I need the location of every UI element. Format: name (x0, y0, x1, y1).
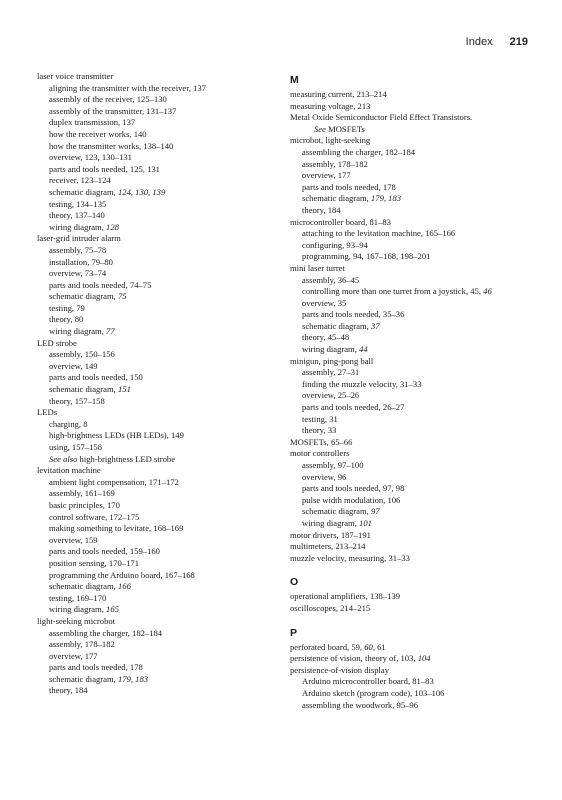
entry-text: mini laser turret (290, 262, 345, 273)
running-header (466, 36, 528, 48)
index-subentry (290, 676, 540, 688)
index-subentry (37, 430, 277, 442)
entry-text: controlling more than one turret from a joystick, 45, (302, 286, 484, 297)
entry-text: levitation machine (37, 465, 101, 476)
index-subentry (290, 332, 540, 344)
entry-text: using, 157–158 (49, 442, 102, 452)
entry-text: assembly, 178–182 (49, 639, 115, 650)
entry-text: overview, 149 (49, 360, 98, 371)
entry-text: assembly, 36–45 (302, 274, 360, 285)
index-subentry (37, 280, 277, 292)
entry-text: microbot, light-seeking (290, 135, 371, 146)
figure-page-ref: 179, 183 (370, 193, 402, 204)
entry-text: overview, 25–26 (302, 390, 360, 401)
index-subentry (37, 291, 277, 303)
entry-text: LED strobe (37, 337, 77, 348)
figure-page-ref: 60 (364, 641, 373, 652)
index-entry (37, 616, 277, 628)
figure-page-ref: 165 (106, 604, 119, 615)
index-subentry (37, 662, 277, 674)
entry-text-suffix: , 61 (372, 641, 386, 652)
index-subentry (37, 372, 277, 384)
index-subentry (37, 210, 277, 222)
index-subentry (37, 129, 277, 141)
entry-text: parts and tools needed, 74–75 (49, 279, 152, 290)
entry-text: finding the muzzle velocity, 31–33 (302, 378, 422, 389)
entry-text: charging, 8 (49, 418, 88, 429)
entry-text: position sensing, 170–171 (49, 557, 139, 568)
entry-text: parts and tools needed, 159–160 (49, 546, 160, 557)
index-subentry (37, 94, 277, 106)
entry-text: microcontroller board, 81–83 (290, 216, 391, 227)
index-section-letter: O (290, 576, 299, 589)
index-column-left (37, 71, 277, 697)
entry-text: MOSFETs, 65–66 (290, 436, 353, 447)
index-subentry (37, 361, 277, 373)
entry-text: assembly, 178–182 (302, 158, 368, 169)
entry-text: muzzle velocity, measuring, 31–33 (290, 552, 410, 563)
entry-text: schematic diagram, (49, 186, 118, 197)
index-subentry (290, 700, 540, 712)
cross-reference-label: See (314, 123, 326, 134)
entry-text: high-brightness LED strobe (77, 453, 176, 464)
entry-text: motor controllers (290, 448, 350, 459)
entry-text: multimeters, 213–214 (290, 541, 366, 552)
index-subentry (37, 685, 277, 697)
entry-text: overview, 159 (49, 534, 98, 545)
entry-text: assembling the charger, 182–184 (49, 627, 163, 638)
index-subentry (37, 477, 277, 489)
entry-text: how the receiver works, 140 (49, 128, 147, 139)
index-subentry (37, 442, 277, 454)
index-subentry (37, 558, 277, 570)
index-subentry (290, 321, 540, 333)
index-entry (290, 89, 540, 101)
entry-text: control software, 172–175 (49, 511, 140, 522)
figure-page-ref: 179, 183 (117, 673, 149, 684)
index-subentry (37, 546, 277, 558)
index-subentry (37, 199, 277, 211)
index-entry (290, 101, 540, 113)
entry-text: assembly of the receiver, 125–130 (49, 94, 167, 105)
figure-page-ref: 77 (106, 326, 115, 337)
figure-page-ref: 75 (117, 291, 127, 302)
entry-text: overview, 96 (302, 471, 347, 482)
entry-text: MOSFETs (325, 123, 365, 134)
index-subentry (37, 628, 277, 640)
entry-text: persistence of vision, theory of, 103, (290, 653, 418, 664)
entry-text: measuring current, 213–214 (290, 89, 387, 99)
index-subentry (37, 245, 277, 257)
index-subentry (290, 495, 540, 507)
index-subentry (290, 379, 540, 391)
entry-text: making something to levitate, 168–169 (49, 523, 184, 534)
index-subentry (37, 523, 277, 535)
entry-text: schematic diagram, (302, 320, 371, 331)
entry-text: overview, 73–74 (49, 268, 107, 279)
entry-text: Metal Oxide Semiconductor Field Effect Transistors. (290, 112, 473, 123)
index-subentry (37, 535, 277, 547)
entry-text: assembly, 75–78 (49, 244, 107, 255)
index-subentry (290, 472, 540, 484)
figure-page-ref: 166 (117, 581, 131, 592)
entry-text: overview, 35 (302, 297, 347, 308)
figure-page-ref: 44 (359, 344, 368, 355)
index-entry (37, 233, 277, 245)
index-subentry (37, 222, 277, 234)
index-subentry (37, 83, 277, 95)
index-subentry (37, 651, 277, 663)
entry-text: perforated board, 59, (290, 641, 365, 652)
index-subentry (37, 326, 277, 338)
index-subentry (37, 419, 277, 431)
entry-text: programming, 94, 167–168, 198–201 (302, 251, 431, 262)
index-subentry (37, 303, 277, 315)
entry-text: configuring, 93–94 (302, 239, 368, 250)
entry-text: programming the Arduino board, 167–168 (49, 569, 195, 580)
entry-text: assembly, 27–31 (302, 367, 360, 378)
entry-text: minigun, ping-pong ball (290, 355, 374, 366)
index-subentry (290, 518, 540, 530)
index-entry (37, 338, 277, 350)
figure-page-ref: 37 (370, 320, 380, 331)
index-entry (290, 591, 540, 603)
index-subentry (290, 205, 540, 217)
entry-text: schematic diagram, (49, 581, 118, 592)
index-subentry (290, 159, 540, 171)
entry-text: theory, 80 (49, 314, 84, 325)
entry-text: theory, 45–48 (302, 332, 350, 343)
entry-text: parts and tools needed, 35–36 (302, 309, 405, 320)
entry-text: motor drivers, 187–191 (290, 529, 371, 540)
entry-text: basic principles, 170 (49, 499, 120, 510)
index-entry (290, 541, 540, 553)
index-entry (290, 112, 540, 124)
entry-text: persistence-of-vision display (290, 664, 390, 675)
index-subentry (37, 604, 277, 616)
index-subentry (290, 483, 540, 495)
index-subentry (37, 488, 277, 500)
entry-text: overview, 177 (302, 170, 351, 181)
entry-text: schematic diagram, (302, 193, 371, 204)
index-entry (290, 356, 540, 368)
index-subentry (290, 275, 540, 287)
entry-text: parts and tools needed, 125, 131 (49, 163, 160, 174)
cross-reference-label: See also (49, 453, 78, 464)
index-subentry (37, 152, 277, 164)
entry-text: overview, 177 (49, 650, 98, 661)
figure-page-ref: 104 (417, 653, 431, 664)
index-subentry (37, 268, 277, 280)
figure-page-ref: 128 (106, 221, 119, 232)
entry-text: duplex transmission, 137 (49, 117, 136, 128)
page-number: 219 (509, 36, 528, 48)
index-entry (290, 135, 540, 147)
index-subentry (290, 402, 540, 414)
entry-text: theory, 184 (49, 685, 88, 696)
index-subentry (37, 175, 277, 187)
index-subentry (290, 193, 540, 205)
entry-text: testing, 169–170 (49, 592, 107, 603)
index-entry (290, 653, 540, 665)
index-subentry (37, 512, 277, 524)
index-subentry (37, 349, 277, 361)
index-subentry (37, 454, 277, 466)
index-subentry (37, 187, 277, 199)
figure-page-ref: 46 (483, 286, 492, 297)
index-subentry (37, 581, 277, 593)
index-entry (290, 217, 540, 229)
entry-text: schematic diagram, (49, 384, 118, 395)
entry-text: theory, 157–158 (49, 395, 105, 406)
index-entry (290, 448, 540, 460)
index-subentry (290, 460, 540, 472)
entry-text: theory, 184 (302, 204, 341, 215)
index-section-letter: M (290, 74, 299, 86)
entry-text: assembly, 97–100 (302, 460, 364, 470)
index-subentry (37, 570, 277, 582)
index-subentry (290, 251, 540, 263)
entry-text: LEDs (37, 407, 58, 418)
header-label: Index (465, 36, 493, 48)
entry-text: ambient light compensation, 171–172 (49, 476, 179, 487)
entry-text: testing, 31 (302, 413, 338, 424)
entry-text: assembly, 150–156 (49, 349, 115, 360)
index-subentry (37, 164, 277, 176)
index-subentry (37, 257, 277, 269)
entry-text: measuring voltage, 213 (290, 100, 371, 111)
index-subentry (290, 228, 540, 240)
index-subentry (290, 309, 540, 321)
index-entry (290, 530, 540, 542)
index-subentry (290, 688, 540, 700)
entry-text: parts and tools needed, 178 (302, 181, 396, 192)
section-gap (290, 615, 540, 624)
entry-text: aligning the transmitter with the receiver, 137 (49, 82, 206, 93)
entry-text: assembly of the transmitter, 131–137 (49, 105, 177, 116)
index-subentry (290, 506, 540, 518)
index-subentry (290, 425, 540, 437)
figure-page-ref: 124, 130, 139 (117, 186, 166, 197)
entry-text: laser-grid intruder alarm (37, 233, 121, 244)
index-subentry (290, 367, 540, 379)
index-subentry (290, 298, 540, 310)
entry-text: theory, 137–140 (49, 210, 105, 221)
entry-text: pulse width modulation, 106 (302, 494, 401, 505)
entry-text: Arduino sketch (program code), 103–106 (302, 687, 445, 698)
entry-text: assembly, 161–169 (49, 488, 115, 499)
entry-text: parts and tools needed, 178 (49, 662, 143, 673)
index-subentry (290, 344, 540, 356)
entry-text: light-seeking microbot (37, 615, 116, 626)
index-entry (290, 553, 540, 565)
index-subentry (37, 141, 277, 153)
entry-text: schematic diagram, (49, 291, 118, 302)
entry-text: overview, 123, 130–131 (49, 152, 132, 163)
entry-text: how the transmitter works, 138–140 (49, 140, 174, 151)
entry-text: assembling the woodwork, 95–96 (302, 699, 419, 710)
entry-text: attaching to the levitation machine, 165–166 (302, 228, 456, 239)
figure-page-ref: 97 (370, 506, 380, 517)
index-entry (37, 465, 277, 477)
index-subentry (37, 117, 277, 129)
index-subentry (37, 593, 277, 605)
entry-text: testing, 134–135 (49, 198, 107, 209)
index-subentry (37, 674, 277, 686)
index-subentry (37, 396, 277, 408)
entry-text: laser voice transmitter (37, 71, 114, 81)
entry-text: wiring diagram, (302, 517, 360, 528)
index-entry (290, 263, 540, 275)
index-subentry (290, 182, 540, 194)
section-gap (290, 564, 540, 573)
entry-text: high-brightness LEDs (HB LEDs), 149 (49, 430, 184, 441)
entry-text: oscilloscopes, 214–215 (290, 602, 371, 613)
entry-text: wiring diagram, (302, 344, 360, 355)
entry-text: theory, 33 (302, 425, 337, 436)
entry-text: assembling the charger, 182–184 (302, 146, 416, 157)
entry-text: wiring diagram, (49, 604, 107, 615)
index-entry (37, 407, 277, 419)
index-subentry (290, 240, 540, 252)
index-entry (290, 603, 540, 615)
index-subentry (37, 106, 277, 118)
index-subentry (37, 639, 277, 651)
index-subentry (290, 170, 540, 182)
entry-text: wiring diagram, (49, 221, 107, 232)
entry-text: operational amplifiers, 138–139 (290, 591, 401, 602)
entry-text: Arduino microcontroller board, 81–83 (302, 676, 434, 687)
index-subentry (290, 390, 540, 402)
index-subentry (290, 124, 540, 136)
index-section-letter: P (290, 626, 298, 639)
entry-text: receiver, 123–124 (49, 175, 111, 186)
index-subentry (290, 147, 540, 159)
index-subentry (290, 414, 540, 426)
entry-text: testing, 79 (49, 302, 85, 313)
figure-page-ref: 101 (359, 517, 372, 528)
entry-text: parts and tools needed, 150 (49, 372, 143, 383)
index-entry (290, 642, 540, 654)
index-subentry (37, 384, 277, 396)
entry-text: wiring diagram, (49, 326, 107, 337)
index-subentry (290, 286, 540, 298)
entry-text: schematic diagram, (49, 673, 118, 684)
index-entry (290, 437, 540, 449)
index-subentry (37, 314, 277, 326)
entry-text: parts and tools needed, 26–27 (302, 402, 405, 413)
index-entry (290, 665, 540, 677)
index-subentry (37, 500, 277, 512)
entry-text: schematic diagram, (302, 506, 371, 517)
entry-text: installation, 79–80 (49, 256, 113, 267)
index-entry (37, 71, 277, 83)
index-column-right (290, 71, 540, 711)
entry-text: parts and tools needed, 97, 98 (302, 483, 405, 494)
figure-page-ref: 151 (117, 384, 131, 395)
